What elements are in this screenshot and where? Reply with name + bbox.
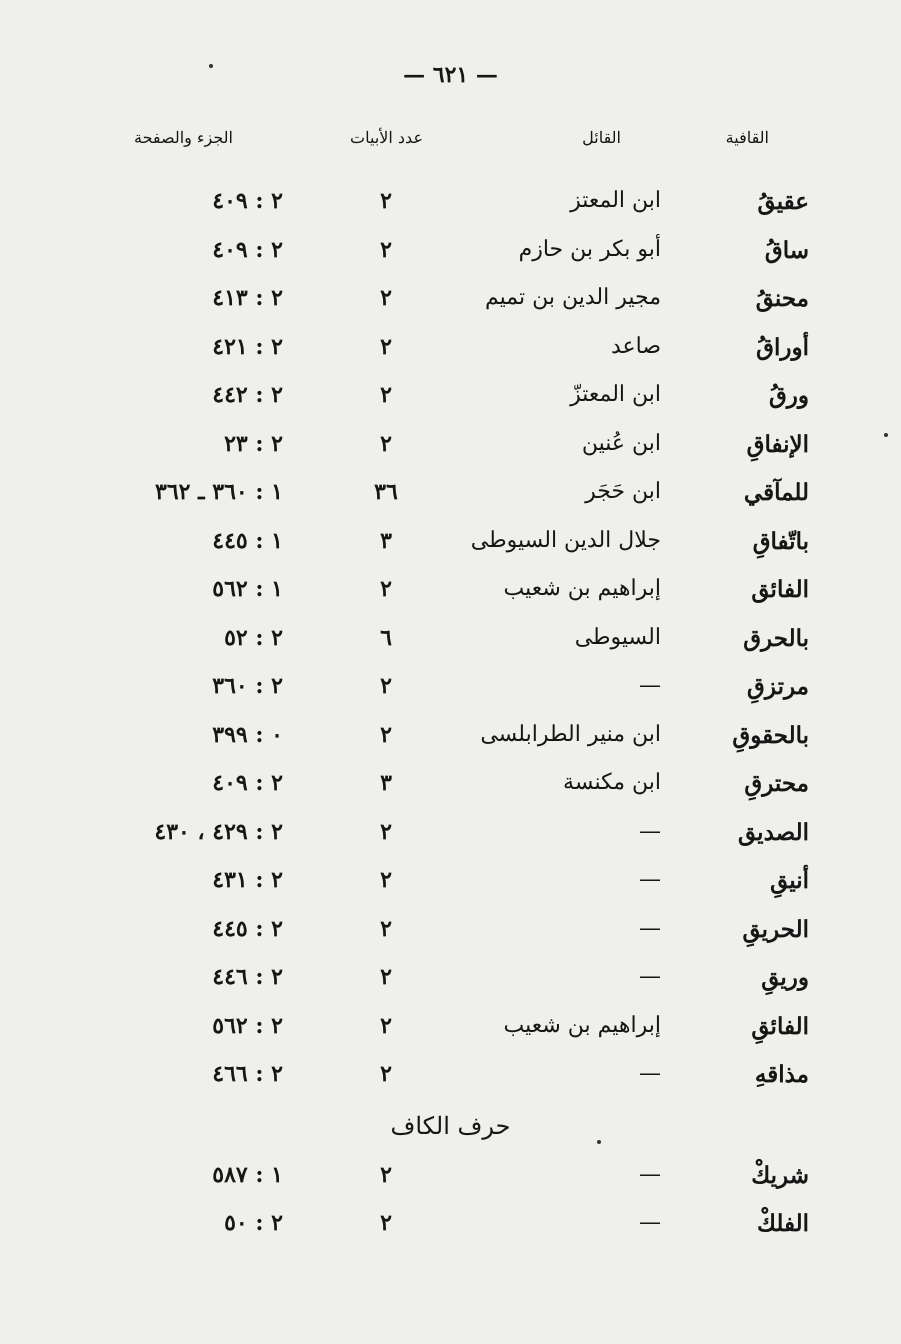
verse-count-cell: ٢ (380, 721, 392, 748)
table-row (0, 867, 901, 907)
verse-count-cell: ٢ (380, 1012, 392, 1039)
rhyme-cell: محترقِ (744, 770, 809, 797)
poet-cell: ابن مكنسة (563, 770, 661, 795)
volume-page-cell: ٢ : ٤١٣ (212, 285, 283, 311)
verse-count-cell: ٢ (380, 333, 392, 360)
poet-cell: جلال الدين السيوطى (470, 527, 661, 553)
table-row (0, 722, 901, 762)
volume-page-cell: ٢ : ٤٠٩ (212, 770, 283, 796)
rhyme-cell: عقيقُ (757, 188, 809, 215)
header-qafiya: القافية (725, 128, 769, 147)
table-row (0, 625, 901, 665)
table-row (0, 237, 901, 277)
table-row (0, 334, 901, 374)
volume-page-cell: ٢ : ٤٤٥ (212, 915, 283, 942)
verse-count-cell: ٢ (380, 867, 392, 893)
section-title: حرف الكاف (390, 1112, 511, 1140)
poet-cell: ابن المعتز (570, 188, 661, 213)
poet-cell: ابن المعتزّ (570, 382, 661, 407)
rhyme-cell: ورقُ (768, 382, 809, 409)
rhyme-cell: وريقِ (761, 964, 809, 991)
poet-cell: ابن منير الطرابلسى (480, 721, 661, 747)
rhyme-cell: الفائق (751, 576, 809, 603)
poet-cell: إبراهيم بن شعيب (503, 1012, 661, 1038)
volume-page-cell: ٢ : ٤٢١ (212, 333, 283, 360)
poet-cell: مجير الدين بن تميم (485, 285, 661, 310)
table-row (0, 528, 901, 568)
poet-cell: السيوطى (574, 624, 661, 650)
verse-count-cell: ٢ (380, 576, 392, 602)
rhyme-cell: بالحرق (743, 624, 809, 652)
rhyme-cell: ساقُ (764, 236, 809, 264)
verse-count-cell: ٦ (380, 624, 392, 651)
rhyme-cell: للمآقي (743, 479, 809, 506)
verse-count-cell: ٢ (380, 915, 392, 942)
verse-count-cell: ٢ (380, 1210, 392, 1236)
volume-page-cell: ٢ : ٤٦٦ (212, 1061, 283, 1087)
header-verse-count: عدد الأبيات (350, 128, 423, 147)
rhyme-cell: بالحقوقِ (732, 721, 809, 749)
rhyme-cell: أوراقُ (756, 333, 809, 361)
rhyme-cell: الإنفاقِ (746, 430, 809, 458)
rhyme-cell: الفائقِ (751, 1012, 809, 1040)
poet-cell: — (639, 915, 661, 941)
rhyme-cell: الحريقِ (742, 915, 809, 943)
verse-count-cell: ٢ (380, 236, 392, 263)
volume-page-cell: ١ : ٥٨٧ (212, 1162, 283, 1188)
volume-page-cell: ٢ : ٤٣١ (212, 867, 283, 893)
volume-page-cell: ٢ : ٤٠٩ (212, 236, 283, 263)
poet-cell: صاعد (610, 333, 661, 359)
volume-page-cell: ١ : ٤٤٥ (212, 527, 283, 554)
rhyme-cell: أنيقِ (770, 867, 809, 894)
table-row (0, 576, 901, 616)
table-row (0, 819, 901, 859)
verse-count-cell: ٢ (380, 1162, 392, 1188)
volume-page-cell: ٢ : ٤٤٦ (212, 964, 283, 990)
rhyme-cell: شريكْ (751, 1162, 809, 1189)
verse-count-cell: ٢ (380, 382, 392, 408)
ink-speck (884, 433, 888, 437)
table-row (0, 916, 901, 956)
verse-count-cell: ٢ (380, 430, 392, 457)
volume-page-cell: ١ : ٣٦٠ ـ ٣٦٢ (155, 479, 283, 505)
table-row (0, 479, 901, 519)
volume-page-cell: ٢ : ٥٦٢ (212, 1012, 283, 1039)
volume-page-cell: ٢ : ٤٤٢ (212, 382, 283, 408)
verse-count-cell: ٢ (380, 818, 392, 845)
header-qail: القائل (582, 128, 621, 147)
poet-cell: — (639, 1210, 661, 1235)
verse-count-cell: ٢ (380, 188, 392, 214)
table-row (0, 1210, 901, 1250)
verse-count-cell: ٢ (380, 285, 392, 311)
ink-speck (209, 64, 213, 68)
poet-cell: — (639, 673, 661, 698)
table-row (0, 964, 901, 1004)
volume-page-cell: ٢ : ٤٢٩ ، ٤٣٠ (154, 818, 283, 845)
poet-cell: ابن عُنين (581, 430, 661, 456)
verse-count-cell: ٣٦ (374, 479, 398, 505)
verse-count-cell: ٣ (380, 527, 392, 554)
poet-cell: — (639, 1061, 661, 1086)
volume-page-cell: ٢ : ٣٦٠ (212, 673, 283, 699)
rhyme-cell: مذاقهِ (754, 1061, 809, 1088)
table-row (0, 382, 901, 422)
volume-page-cell: ٢ : ٥٢ (224, 624, 283, 651)
verse-count-cell: ٣ (380, 770, 392, 796)
rhyme-cell: محنقُ (755, 285, 809, 312)
rhyme-cell: الصديق (738, 818, 809, 846)
poet-cell: — (639, 867, 661, 892)
poet-cell: — (639, 818, 661, 844)
volume-page-cell: ٠ : ٣٩٩ (212, 721, 283, 748)
header-volume-page: الجزء والصفحة (133, 128, 233, 147)
volume-page-cell: ١ : ٥٦٢ (212, 576, 283, 602)
page-number: — ٦٢١ — (403, 62, 498, 88)
rhyme-cell: مرتزقِ (747, 673, 809, 700)
poet-cell: أبو بكر بن حازم (518, 236, 661, 262)
rhyme-cell: الفلكْ (756, 1210, 809, 1237)
volume-page-cell: ٢ : ٥٠ (224, 1210, 283, 1236)
poet-cell: — (639, 1162, 661, 1187)
table-row (0, 188, 901, 228)
poet-cell: — (639, 964, 661, 989)
volume-page-cell: ٢ : ٢٣ (224, 430, 283, 457)
poet-cell: إبراهيم بن شعيب (503, 576, 661, 601)
table-row (0, 673, 901, 713)
volume-page-cell: ٢ : ٤٠٩ (212, 188, 283, 214)
poet-cell: ابن حَجَر (585, 479, 661, 504)
table-row (0, 431, 901, 471)
table-row (0, 1162, 901, 1202)
ink-speck (597, 1140, 601, 1144)
verse-count-cell: ٢ (380, 1061, 392, 1087)
table-row (0, 285, 901, 325)
table-row (0, 1013, 901, 1053)
verse-count-cell: ٢ (380, 673, 392, 699)
table-row (0, 1061, 901, 1101)
verse-count-cell: ٢ (380, 964, 392, 990)
table-row (0, 770, 901, 810)
rhyme-cell: باتّفاقِ (752, 527, 809, 555)
